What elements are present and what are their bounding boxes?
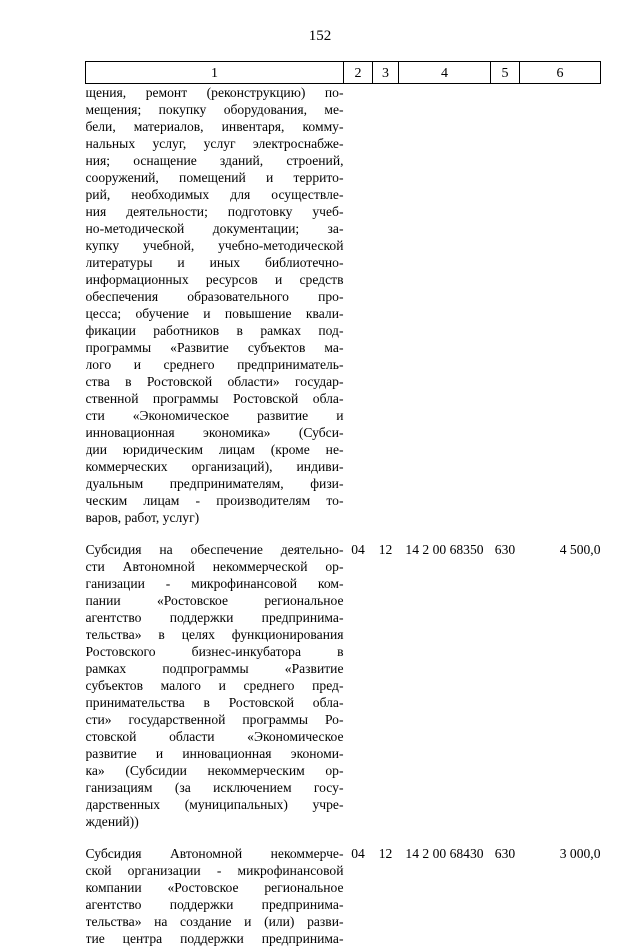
row-amount: 3 000,0 [520, 845, 601, 947]
description-line: стовской области «Экономическое [86, 728, 344, 745]
description-line: Ростовского бизнес-инкубатора в [86, 643, 344, 660]
description-line: ния деятельности; подготовку учеб- [86, 203, 344, 220]
row-section-code: 04 [344, 541, 373, 830]
description-line: дарственных (муниципальных) учре- [86, 796, 344, 813]
description-line: ской организации - микрофинансовой [86, 862, 344, 879]
column-header-1: 1 [86, 62, 344, 84]
description-line: рамках подпрограммы «Развитие [86, 660, 344, 677]
budget-table [85, 61, 601, 947]
description-line: сти «Экономическое развитие и [86, 407, 344, 424]
row-separator [86, 526, 601, 541]
description-line: ждений)) [86, 813, 344, 830]
description-line: программы «Развитие субъектов ма- [86, 339, 344, 356]
row-target-article-code [399, 84, 491, 527]
description-line: агентство поддержки предпринима- [86, 896, 344, 913]
description-line: сооружений, помещений и террито- [86, 169, 344, 186]
description-line: но-методической документации; за- [86, 220, 344, 237]
row-subsection-code: 12 [373, 541, 399, 830]
description-line: варов, работ, услуг) [86, 509, 344, 526]
description-line: лого и среднего предприниматель- [86, 356, 344, 373]
row-description [86, 541, 344, 830]
description-line: ственной программы Ростовской обла- [86, 390, 344, 407]
description-line: ния; оснащение зданий, строений, [86, 152, 344, 169]
description-line: тие центра поддержки предпринима- [86, 930, 344, 947]
table-body [86, 84, 601, 947]
row-expense-type-code: 630 [491, 845, 520, 947]
row-section-code: 04 [344, 845, 373, 947]
row-expense-type-code: 630 [491, 541, 520, 830]
column-header-5: 5 [491, 62, 520, 84]
description-line: принимательства в Ростовской обла- [86, 694, 344, 711]
description-line: Субсидия на обеспечение деятельно- [86, 541, 344, 558]
description-line: нальных услуг, услуг электроснабже- [86, 135, 344, 152]
column-header-3: 3 [373, 62, 399, 84]
description-line: дии юридическим лицам (кроме не- [86, 441, 344, 458]
description-line: информационных ресурсов и средств [86, 271, 344, 288]
table-row [86, 541, 601, 830]
table-header-row [86, 62, 601, 84]
description-line: купку учебной, учебно-методической [86, 237, 344, 254]
description-line: рий, необходимых для осуществле- [86, 186, 344, 203]
description-line: тельства» в целях функционирования [86, 626, 344, 643]
row-description [86, 84, 344, 527]
description-line: компании «Ростовское региональное [86, 879, 344, 896]
description-line: ганизации - микрофинансовой ком- [86, 575, 344, 592]
row-section-code [344, 84, 373, 527]
description-line: ческим лицам - производителям то- [86, 492, 344, 509]
description-line: агентство поддержки предпринима- [86, 609, 344, 626]
description-line: цесса; обучение и повышение квали- [86, 305, 344, 322]
description-line: субъектов малого и среднего пред- [86, 677, 344, 694]
description-line: щения, ремонт (реконструкцию) по- [86, 84, 344, 101]
description-line: Субсидия Автономной некоммерче- [86, 845, 344, 862]
page-number: 152 [0, 28, 640, 45]
description-line: тельства» на создание и (или) разви- [86, 913, 344, 930]
description-line: ка» (Субсидии некоммерческим ор- [86, 762, 344, 779]
column-header-6: 6 [520, 62, 601, 84]
row-target-article-code: 14 2 00 68430 [399, 845, 491, 947]
row-description [86, 845, 344, 947]
description-line: ства в Ростовской области» государ- [86, 373, 344, 390]
description-line: мещения; покупку оборудования, ме- [86, 101, 344, 118]
table-row [86, 845, 601, 947]
row-separator [86, 830, 601, 845]
row-subsection-code [373, 84, 399, 527]
description-line: коммерческих организаций), индиви- [86, 458, 344, 475]
description-line: дуальным предпринимателям, физи- [86, 475, 344, 492]
description-line: пании «Ростовское региональное [86, 592, 344, 609]
row-subsection-code: 12 [373, 845, 399, 947]
description-line: сти» государственной программы Ро- [86, 711, 344, 728]
description-line: фикации работников в рамках под- [86, 322, 344, 339]
row-expense-type-code [491, 84, 520, 527]
description-line: литературы и иных библиотечно- [86, 254, 344, 271]
row-target-article-code: 14 2 00 68350 [399, 541, 491, 830]
description-line: бели, материалов, инвентаря, комму- [86, 118, 344, 135]
description-line: ганизациям (за исключением госу- [86, 779, 344, 796]
description-line: инновационная экономика» (Субси- [86, 424, 344, 441]
description-line: развитие и инновационная экономи- [86, 745, 344, 762]
table-row [86, 84, 601, 527]
row-amount [520, 84, 601, 527]
column-header-4: 4 [399, 62, 491, 84]
row-amount: 4 500,0 [520, 541, 601, 830]
description-line: сти Автономной некоммерческой ор- [86, 558, 344, 575]
column-header-2: 2 [344, 62, 373, 84]
description-line: обеспечения образовательного про- [86, 288, 344, 305]
